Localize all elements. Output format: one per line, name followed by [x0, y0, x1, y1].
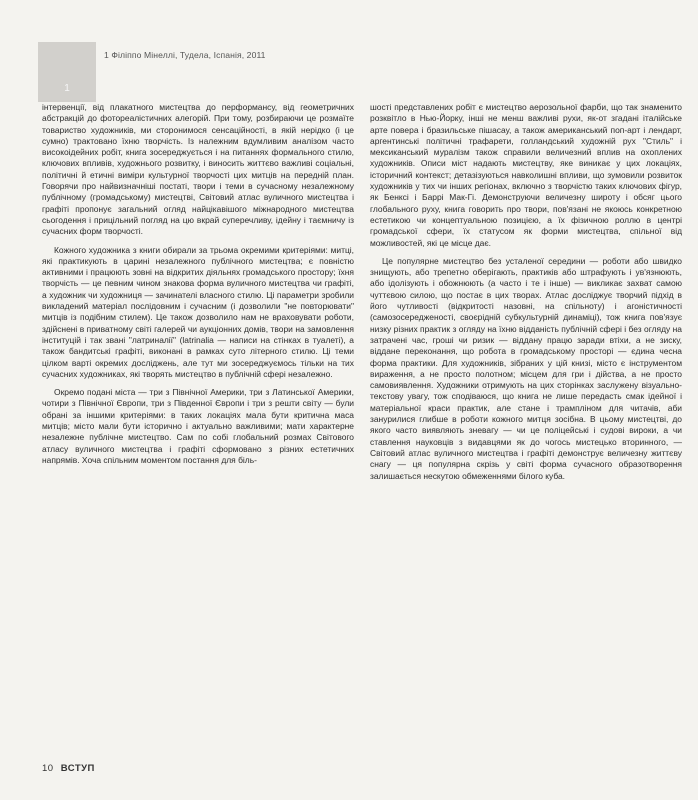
photo-number: 1: [64, 83, 70, 94]
page-number: 10: [42, 763, 54, 774]
photo-caption: 1 Філіппо Мінеллі, Тудела, Іспанія, 2011: [104, 50, 266, 60]
page-footer: [42, 763, 95, 774]
right-column: [370, 102, 682, 489]
paragraph: Окремо подані міста — три з Північної Америки, три з Латинської Америки, чотири з Північної Європи, три з Південної Європи і три з решти світу — були обрані за іншими критеріями: в таких локаціях мала бути критична маса митців; місто мали бути історично і актуально важливими; мати характерне незалежне публічне мистецтво. Сам по собі глобальний розмах Світового атласу вуличного мистецтва і графіті сформовано з різних естетичних напрямів. Хоча спільним моментом постання для біль-: [42, 387, 354, 465]
paragraph: Кожного художника з книги обирали за трьома окремими критеріями: митці, які практикують в царині незалежного публічного мистецтва; є повністю активними і працюють зовні на відкритих діяльнях громадського простору; їхня творчість — це певним чином знакова форма вуличного мистецтва чи графіті, а художник чи художниця — зачинателі власного стилю. Ці параметри зробили викладений матеріал послідовним і сучасним (і дозволили "не повторювати" митців із подібним стилем). Це також дозволило нам не враховувати роботи, здійснені в приватному світі галерей чи аукціонних домів, твори на замовлення інституцій і так звані "латриналії" (latrinalia — написи на стінках в туалеті), а також бандитські графіті, виконані в рамках суто літерного стилю. Ці теми цілком варті окремих досліджень, але тут ми зосереджуємось тільки на тих сучасних художниках, які творять мистецтво в публічній сфері незалежно.: [42, 244, 354, 379]
paragraph: інтервенції, від плакатного мистецтва до перформансу, від геометричних абстракцій до фотореалістичних алегорій. При тому, розбираючи це розмаїте товариство художників, ми сторонимося сенсаційності, в якій нерідко (і це сумно) трактовано їхню творчість. Із належним вдумливим аналізом часто високоідейних робіт, книга зосереджується і на питаннях формального стилю, ключових впливів, художнього розвитку, і виносить життєво важливі соціальні, політичні й етичні виміри культурної творчості цих митців на передній план. Говорячи про найвизначніші постаті, твори і теми в сучасному незалежному публічному (громадському) мистецтві, Світовий атлас вуличного мистецтва і графіті пропонує загальний огляд найцікавішого міжнародного мистецтва сьогодення і прицільний погляд на цю вкрай суперечливу, ідейну і таємничу із сучасних форм творчості.: [42, 102, 354, 237]
left-column: [42, 102, 354, 473]
section-title: ВСТУП: [60, 763, 95, 774]
paragraph: шості представлених робіт є мистецтво аерозольної фарби, що так знаменито розквітло в Нью-Йорку, інші не менш важливі рухи, як-от згадані італійське арте повера і бразильське пішасау, а також американський поп-арт і лендарт, аргентинські політичні трафарети, голландський художній рух "Стиль" і мексиканський муралізм також справили величезний вплив на охоплених художників. Описи міст надають мистецтву, яке виникає у цих локаціях, історичний контекст; детазізуються навколишні впливи, що зумовили розвиток художників у тих чи інших регіонах, включно з творчістю таких ключових фігур, як Бенксі і Баррі Мак-Гі. Демонструючи величезну широту і обсяг цього глобального руху, книга говорить про твори, пов'язані не якоюсь конкретною естетикою чи концептуальною позицією, а їх фізичною роллю в центрі громадської сфери, їх статусом як форми мистецтва, спільної від можливостей, які це місце дає.: [370, 102, 682, 248]
paragraph: Це популярне мистецтво без усталеної середини — роботи або швидко знищують, або трепетно оберігають, практиків або штрафують і ув'язнюють, або ідолізують і обожнюють (а часто і те і інше) — викликає захват самою чуттєвою силою, що постає в цих творах. Атлас досліджує творчий підхід в його чутливості (відкритості назовні, на спільноту) і агоністичності (самозосередженості, своєрідній субкультурній динаміці), тож книга пов'язує низку різних практик з огляду на їхню відданість публічній сфері і без огляду на затрачені час, гроші чи ризик — віддану працю заради втіхи, а не зиску, віддане переконання, що робота в громадському просторі — єдина чесна форма практики. Для художників, зібраних у цій книзі, місто є інструментом вираження, а не просто полотном; місцем для гри і дійства, а не просто самовиявлення. Художники отримують на цих сторінках заслужену візуально-текстову увагу, тож сподіваюся, що книга не лише передасть смак ідейної і матеріальної краси практик, але стане і трампліном для читачів, аби занурилися глибше в роботи кожного митця зосібна. В цьому мистецтві, до якого часто виявляють зневагу — чи це поліцейські і судові вироки, а чи ставлення науковців з видавцями як до чогось мистецько вторинного, — Світовий атлас вуличного мистецтва і графіті демонструє величезну життєву снагу — ця популярна скрізь у світі форма сучасного образотворення залишається нескутою обмеженнями білого куба.: [370, 255, 682, 481]
photo-placeholder: [38, 42, 96, 102]
